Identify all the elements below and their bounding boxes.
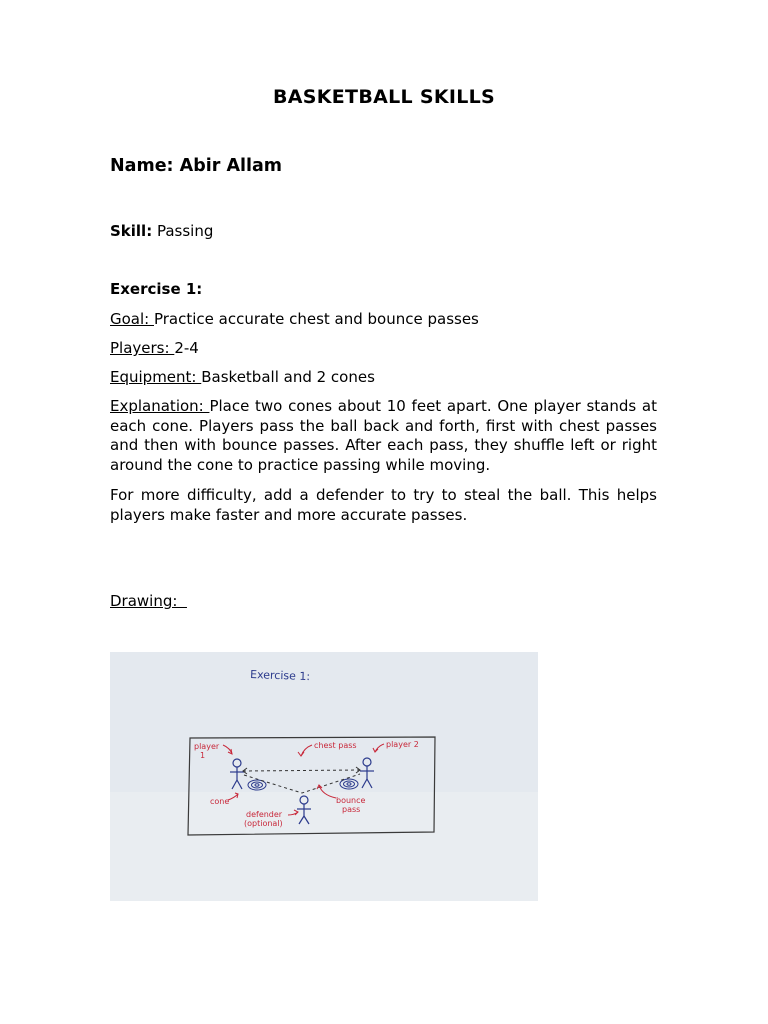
exercise-sketch-photo xyxy=(110,652,538,901)
equipment-line xyxy=(110,368,375,386)
exercise-heading: Exercise 1: xyxy=(110,280,203,298)
skill-label: Skill: xyxy=(110,222,153,240)
players-line xyxy=(110,339,199,357)
explanation-label: Explanation: xyxy=(110,397,210,415)
explanation-paragraph xyxy=(110,397,657,475)
label-player-1: player xyxy=(194,742,220,751)
drawing-label: Drawing: xyxy=(110,592,187,610)
label-defender: defender xyxy=(246,810,283,819)
label-player-2: player 2 xyxy=(386,740,419,749)
label-pass: pass xyxy=(342,805,361,814)
sketch-heading: Exercise 1: xyxy=(249,668,311,684)
skill-value: Passing xyxy=(152,222,214,240)
equipment-label: Equipment: xyxy=(110,368,202,386)
players-label: Players: xyxy=(110,339,175,357)
players-value: 2-4 xyxy=(174,339,199,357)
explanation-text: Place two cones about 10 feet apart. One player stands at each cone. Players pass the ball back and forth, first with chest passes and then with bounce passes. After each pass, they shuffle left or right around the cone to practice passing while moving. xyxy=(110,397,657,474)
document-title: BASKETBALL SKILLS xyxy=(272,86,496,108)
student-name: Name: Abir Allam xyxy=(110,156,283,176)
label-chest-pass: chest pass xyxy=(314,741,357,750)
sketch-svg xyxy=(110,652,538,901)
goal-line xyxy=(110,310,479,328)
skill-line xyxy=(110,222,213,240)
label-cone: cone xyxy=(210,797,230,806)
goal-value: Practice accurate chest and bounce passes xyxy=(153,310,479,328)
difficulty-paragraph: For more difficulty, add a defender to try to steal the ball. This helps players make faster and more accurate passes. xyxy=(110,486,657,524)
goal-label: Goal: xyxy=(110,310,154,328)
equipment-value: Basketball and 2 cones xyxy=(201,368,375,386)
label-bounce: bounce xyxy=(336,796,366,805)
label-player-1-num: 1 xyxy=(200,751,206,760)
label-optional: (optional) xyxy=(244,819,283,828)
